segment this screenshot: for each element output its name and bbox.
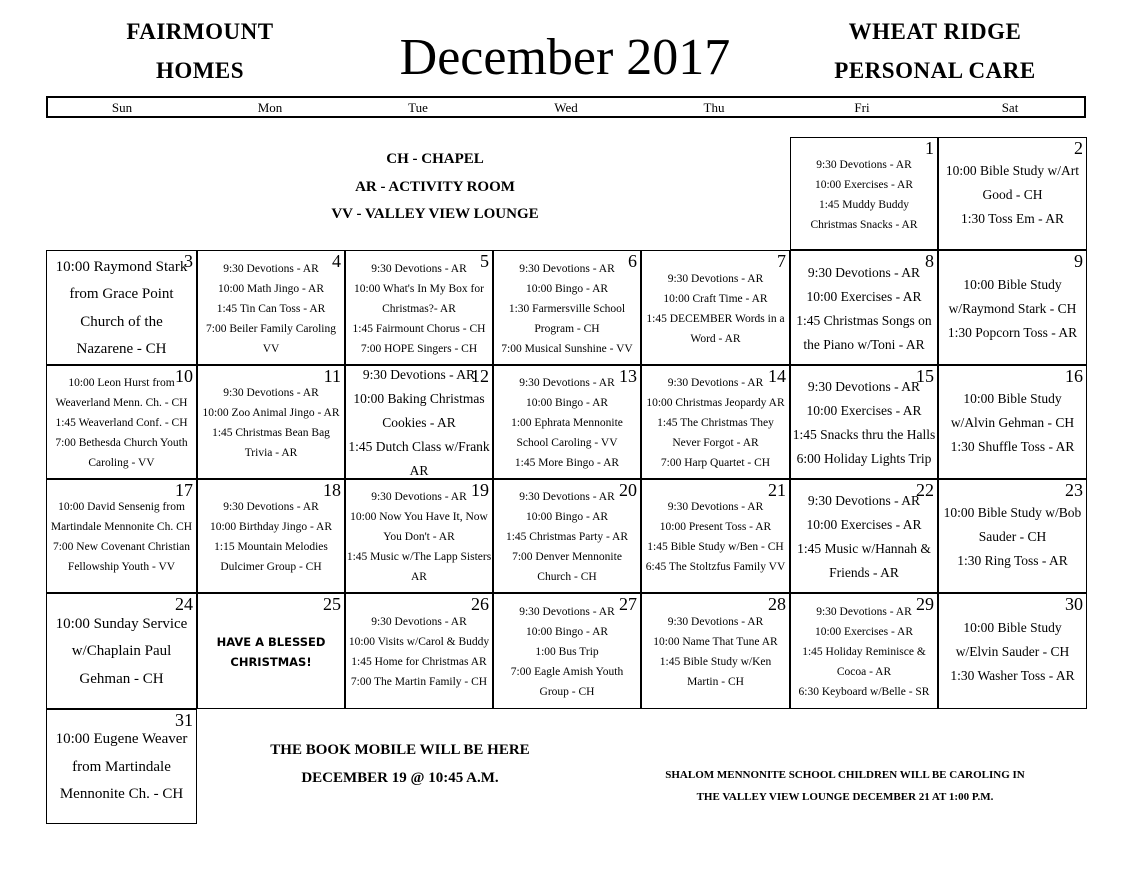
event-line: 1:45 Weaverland Conf. - CH bbox=[55, 417, 188, 429]
event-line: 10:00 Present Toss - AR bbox=[659, 521, 772, 533]
event-line: Good - CH bbox=[982, 186, 1043, 202]
day-number: 23 bbox=[1065, 480, 1083, 500]
day-number: 19 bbox=[471, 480, 489, 500]
event-line: School Caroling - VV bbox=[516, 437, 618, 449]
day-cell-9 bbox=[938, 250, 1087, 365]
day-cell-25 bbox=[197, 593, 345, 709]
event-line: w/Elvin Sauder - CH bbox=[955, 644, 1070, 659]
event-line: 6:30 Keyboard w/Belle - SR bbox=[798, 686, 930, 698]
event-line: Cookies - AR bbox=[382, 415, 456, 430]
event-line: Mennonite Ch. - CH bbox=[59, 786, 184, 803]
event-line: 10:00 Exercises - AR bbox=[806, 403, 922, 418]
event-line: 1:30 Farmersville School bbox=[508, 302, 626, 315]
event-line: 10:00 Exercises - AR bbox=[806, 288, 922, 304]
day-number: 6 bbox=[628, 251, 637, 271]
holiday-greeting-line: CHRISTMAS! bbox=[230, 655, 312, 669]
event-line: from Martindale bbox=[72, 758, 171, 775]
event-line: 10:00 Now You Have It, Now bbox=[350, 511, 488, 523]
event-line: 10:00 Bible Study bbox=[963, 276, 1062, 292]
legend-chapel: CH - CHAPEL bbox=[386, 151, 484, 167]
event-line: AR bbox=[409, 463, 429, 478]
event-line: the Piano w/Toni - AR bbox=[803, 336, 925, 352]
event-line: 10:00 Zoo Animal Jingo - AR bbox=[202, 407, 340, 419]
day-cell-10 bbox=[46, 365, 197, 479]
event-line: 9:30 Devotions - AR bbox=[667, 377, 764, 389]
event-line: 1:45 Snacks thru the Halls bbox=[792, 427, 936, 442]
day-cell-30 bbox=[938, 593, 1087, 709]
day-cell-6 bbox=[493, 250, 641, 365]
legend-valley-view: VV - VALLEY VIEW LOUNGE bbox=[331, 206, 539, 222]
caroling-line1: SHALOM MENNONITE SCHOOL CHILDREN WILL BE CAROLING IN bbox=[665, 769, 1025, 781]
day-cell-19 bbox=[345, 479, 493, 593]
day-number: 29 bbox=[916, 594, 934, 614]
day-number: 18 bbox=[323, 480, 341, 500]
event-line: 9:30 Devotions - AR bbox=[667, 272, 764, 285]
event-line: 10:00 Bingo - AR bbox=[525, 626, 609, 638]
event-line: Christmas?- AR bbox=[382, 302, 456, 315]
event-line: 1:45 Holiday Reminisce & bbox=[802, 646, 926, 658]
event-line: 1:00 Bus Trip bbox=[535, 646, 599, 658]
day-number: 11 bbox=[323, 366, 341, 386]
event-line: 10:00 Birthday Jingo - AR bbox=[209, 521, 333, 533]
day-number: 15 bbox=[916, 366, 934, 386]
event-line: Weaverland Menn. Ch. - CH bbox=[55, 397, 188, 409]
event-line: 1:45 Music w/The Lapp Sisters bbox=[346, 551, 492, 563]
event-line: 10:00 David Sensenig from bbox=[58, 501, 185, 513]
event-line: VV bbox=[262, 342, 280, 355]
day-cell-20 bbox=[493, 479, 641, 593]
day-cell-26 bbox=[345, 593, 493, 709]
weekday-thu: Thu bbox=[703, 100, 725, 115]
event-line: 1:30 Popcorn Toss - AR bbox=[947, 324, 1078, 340]
day-number: 16 bbox=[1065, 366, 1083, 386]
day-cell-1 bbox=[790, 137, 938, 250]
weekday-header-row bbox=[46, 96, 1086, 118]
day-number: 21 bbox=[768, 480, 786, 500]
event-line: 10:00 Raymond Stark bbox=[55, 258, 188, 275]
event-line: 9:30 Devotions - AR bbox=[807, 379, 921, 394]
event-line: 9:30 Devotions - AR bbox=[816, 158, 912, 171]
event-line: Gehman - CH bbox=[79, 670, 164, 687]
day-cell-27 bbox=[493, 593, 641, 709]
event-line: 1:45 Fairmount Chorus - CH bbox=[352, 322, 486, 335]
day-cell-24 bbox=[46, 593, 197, 709]
event-line: 1:45 DECEMBER Words in a bbox=[646, 312, 785, 325]
day-number: 9 bbox=[1074, 251, 1083, 271]
event-line: 7:00 The Martin Family - CH bbox=[350, 676, 488, 688]
event-line: 9:30 Devotions - AR bbox=[667, 616, 764, 628]
event-line: 10:00 Exercises - AR bbox=[806, 517, 922, 532]
event-line: Nazarene - CH bbox=[76, 341, 167, 357]
event-line: 1:45 More Bingo - AR bbox=[514, 457, 620, 469]
event-line: 1:45 Home for Christmas AR bbox=[351, 656, 487, 668]
day-cell-29 bbox=[790, 593, 938, 709]
day-cell-21 bbox=[641, 479, 790, 593]
event-line: 10:00 Math Jingo - AR bbox=[217, 282, 325, 295]
facility-name-right bbox=[820, 12, 1050, 90]
event-line: 10:00 Name That Tune AR bbox=[653, 636, 778, 648]
location-legend bbox=[250, 146, 620, 229]
event-line: 7:00 Harp Quartet - CH bbox=[660, 457, 771, 469]
event-line: You Don't - AR bbox=[383, 531, 455, 543]
day-number: 14 bbox=[768, 366, 786, 386]
day-cell-16 bbox=[938, 365, 1087, 479]
facility-name-left bbox=[110, 12, 290, 90]
event-line: 10:00 Eugene Weaver bbox=[55, 731, 188, 748]
event-line: Group - CH bbox=[539, 686, 595, 698]
event-line: 10:00 Bible Study bbox=[963, 620, 1062, 635]
weekday-fri: Fri bbox=[854, 100, 870, 115]
event-line: 9:30 Devotions - AR bbox=[807, 493, 921, 508]
day-number: 7 bbox=[777, 251, 786, 271]
legend-activity-room: AR - ACTIVITY ROOM bbox=[355, 178, 515, 195]
event-line: 1:30 Shuffle Toss - AR bbox=[950, 439, 1075, 454]
event-line: Sauder - CH bbox=[978, 529, 1047, 544]
event-line: 9:30 Devotions - AR bbox=[519, 377, 615, 389]
event-line: 1:45 Music w/Hannah & bbox=[797, 541, 931, 556]
day-cell-22 bbox=[790, 479, 938, 593]
event-line: 1:45 Tin Can Toss - AR bbox=[216, 302, 326, 315]
event-line: 10:00 Bible Study w/Art bbox=[945, 162, 1080, 178]
bookmobile-line1: THE BOOK MOBILE WILL BE HERE bbox=[270, 742, 530, 758]
event-line: 9:30 Devotions - AR bbox=[519, 491, 615, 503]
event-line: Martindale Mennonite Ch. CH bbox=[50, 521, 193, 533]
day-cell-13 bbox=[493, 365, 641, 479]
event-line: 9:30 Devotions - AR bbox=[223, 501, 319, 513]
weekday-tue: Tue bbox=[408, 100, 428, 115]
event-line: 10:00 Exercises - AR bbox=[814, 626, 914, 638]
caroling-line2: THE VALLEY VIEW LOUNGE DECEMBER 21 AT 1:00 P.M. bbox=[696, 791, 994, 803]
day-number: 28 bbox=[768, 594, 786, 614]
day-number: 4 bbox=[332, 251, 341, 271]
day-number: 10 bbox=[175, 366, 193, 386]
weekday-sun: Sun bbox=[111, 100, 133, 115]
event-line: 9:30 Devotions - AR bbox=[371, 491, 467, 503]
day-number: 31 bbox=[175, 710, 193, 730]
caroling-note bbox=[630, 764, 1060, 808]
event-line: 10:00 What's In My Box for bbox=[354, 282, 484, 295]
day-cell-4 bbox=[197, 250, 345, 365]
weekday-mon: Mon bbox=[257, 100, 283, 115]
event-line: 10:00 Sunday Service bbox=[55, 615, 188, 632]
facility-left-line2: HOMES bbox=[155, 58, 245, 83]
event-line: 7:00 Beiler Family Caroling bbox=[206, 322, 336, 335]
day-cell-12 bbox=[345, 365, 493, 479]
event-line: 1:00 Ephrata Mennonite bbox=[511, 417, 623, 429]
event-line: 1:45 Muddy Buddy bbox=[818, 198, 910, 211]
event-line: 9:30 Devotions - AR bbox=[371, 262, 467, 275]
event-line: Friends - AR bbox=[829, 565, 899, 580]
facility-left-line1: FAIRMOUNT bbox=[126, 19, 274, 44]
day-number: 3 bbox=[184, 251, 193, 271]
day-cell-8 bbox=[790, 250, 938, 365]
bookmobile-line2: DECEMBER 19 @ 10:45 A.M. bbox=[301, 770, 499, 786]
event-line: 10:00 Leon Hurst from bbox=[68, 377, 175, 389]
event-line: 1:45 Dutch Class w/Frank bbox=[348, 439, 490, 454]
event-line: Caroling - VV bbox=[88, 457, 155, 469]
day-number: 8 bbox=[925, 251, 934, 271]
event-line: 9:30 Devotions - AR bbox=[667, 501, 764, 513]
event-line: 1:45 Christmas Bean Bag bbox=[212, 427, 330, 439]
facility-right-line2: PERSONAL CARE bbox=[834, 58, 1036, 83]
event-line: 1:15 Mountain Melodies bbox=[214, 541, 328, 553]
bookmobile-note bbox=[240, 736, 560, 792]
day-number: 25 bbox=[323, 594, 341, 614]
event-line: Fellowship Youth - VV bbox=[67, 561, 176, 573]
event-line: 6:45 The Stoltzfus Family VV bbox=[645, 561, 786, 573]
event-line: 7:00 Eagle Amish Youth bbox=[510, 666, 624, 678]
event-line: Dulcimer Group - CH bbox=[220, 561, 322, 573]
day-cell-2 bbox=[938, 137, 1087, 250]
event-line: 7:00 HOPE Singers - CH bbox=[360, 342, 478, 355]
event-line: 10:00 Craft Time - AR bbox=[663, 292, 768, 305]
weekday-wed: Wed bbox=[554, 100, 578, 115]
event-line: 9:30 Devotions - AR bbox=[223, 387, 319, 399]
event-line: w/Chaplain Paul bbox=[71, 643, 172, 660]
day-number: 2 bbox=[1074, 138, 1083, 158]
event-line: 10:00 Exercises - AR bbox=[814, 178, 914, 191]
day-cell-23 bbox=[938, 479, 1087, 593]
day-number: 24 bbox=[175, 594, 193, 614]
event-line: 7:00 Musical Sunshine - VV bbox=[501, 342, 633, 355]
event-line: AR bbox=[411, 571, 427, 583]
event-line: Church of the bbox=[80, 313, 163, 330]
event-line: Program - CH bbox=[534, 322, 600, 335]
event-line: 9:30 Devotions - AR bbox=[362, 367, 476, 382]
day-number: 20 bbox=[619, 480, 637, 500]
day-number: 26 bbox=[471, 594, 489, 614]
day-cell-5 bbox=[345, 250, 493, 365]
day-number: 27 bbox=[619, 594, 637, 614]
facility-right-line1: WHEAT RIDGE bbox=[848, 19, 1022, 44]
event-line: 1:45 Bible Study w/Ben - CH bbox=[647, 541, 784, 553]
event-line: 10:00 Bingo - AR bbox=[525, 282, 609, 295]
event-line: 9:30 Devotions - AR bbox=[519, 262, 615, 275]
event-line: Trivia - AR bbox=[244, 447, 298, 459]
event-line: Martin - CH bbox=[687, 676, 744, 688]
calendar-title: December 2017 bbox=[399, 29, 731, 86]
day-cell-3 bbox=[46, 250, 197, 365]
day-cell-28 bbox=[641, 593, 790, 709]
event-line: 9:30 Devotions - AR bbox=[816, 606, 912, 618]
event-line: 7:00 New Covenant Christian bbox=[52, 541, 191, 553]
event-line: 10:00 Christmas Jeopardy AR bbox=[646, 397, 785, 409]
event-line: 10:00 Bible Study w/Bob bbox=[943, 505, 1082, 520]
day-number: 12 bbox=[471, 366, 489, 386]
day-number: 17 bbox=[175, 480, 193, 500]
event-line: 10:00 Baking Christmas bbox=[353, 391, 485, 406]
event-line: 10:00 Bingo - AR bbox=[525, 511, 609, 523]
event-line: 1:30 Ring Toss - AR bbox=[957, 553, 1068, 568]
event-line: 10:00 Bible Study bbox=[963, 391, 1062, 406]
day-cell-11 bbox=[197, 365, 345, 479]
event-line: 7:00 Bethesda Church Youth bbox=[55, 437, 188, 449]
event-line: 7:00 Denver Mennonite bbox=[512, 551, 622, 563]
event-line: 9:30 Devotions - AR bbox=[223, 262, 319, 275]
weekday-sat: Sat bbox=[1001, 100, 1019, 115]
day-cell-17 bbox=[46, 479, 197, 593]
event-line: Word - AR bbox=[690, 332, 741, 345]
day-number: 22 bbox=[916, 480, 934, 500]
event-line: Christmas Snacks - AR bbox=[810, 218, 918, 231]
event-line: 1:45 Bible Study w/Ken bbox=[659, 656, 772, 668]
event-line: 1:30 Washer Toss - AR bbox=[950, 668, 1075, 683]
event-line: w/Alvin Gehman - CH bbox=[950, 415, 1075, 430]
event-line: 9:30 Devotions - AR bbox=[519, 606, 615, 618]
day-cell-15 bbox=[790, 365, 938, 479]
event-line: w/Raymond Stark - CH bbox=[948, 300, 1077, 316]
day-number: 5 bbox=[480, 251, 489, 271]
day-number: 1 bbox=[925, 138, 934, 158]
event-line: Church - CH bbox=[537, 571, 597, 583]
day-cell-7 bbox=[641, 250, 790, 365]
event-line: 1:30 Toss Em - AR bbox=[960, 210, 1065, 226]
day-cell-14 bbox=[641, 365, 790, 479]
event-line: 6:00 Holiday Lights Trip bbox=[796, 451, 932, 466]
event-line: 1:45 Christmas Party - AR bbox=[505, 531, 629, 543]
event-line: 9:30 Devotions - AR bbox=[371, 616, 467, 628]
event-line: 9:30 Devotions - AR bbox=[807, 264, 921, 280]
event-line: 10:00 Visits w/Carol & Buddy bbox=[348, 636, 490, 648]
day-number: 30 bbox=[1065, 594, 1083, 614]
event-line: Never Forgot - AR bbox=[672, 437, 759, 449]
event-line: from Grace Point bbox=[69, 286, 174, 302]
day-cell-31 bbox=[46, 709, 197, 824]
event-line: 1:45 Christmas Songs on bbox=[796, 312, 932, 328]
event-line: Cocoa - AR bbox=[836, 666, 892, 678]
day-cell-18 bbox=[197, 479, 345, 593]
event-line: 1:45 The Christmas They bbox=[657, 417, 774, 429]
holiday-greeting-line: HAVE A BLESSED bbox=[216, 635, 326, 649]
day-number: 13 bbox=[619, 366, 637, 386]
event-line: 10:00 Bingo - AR bbox=[525, 397, 609, 409]
